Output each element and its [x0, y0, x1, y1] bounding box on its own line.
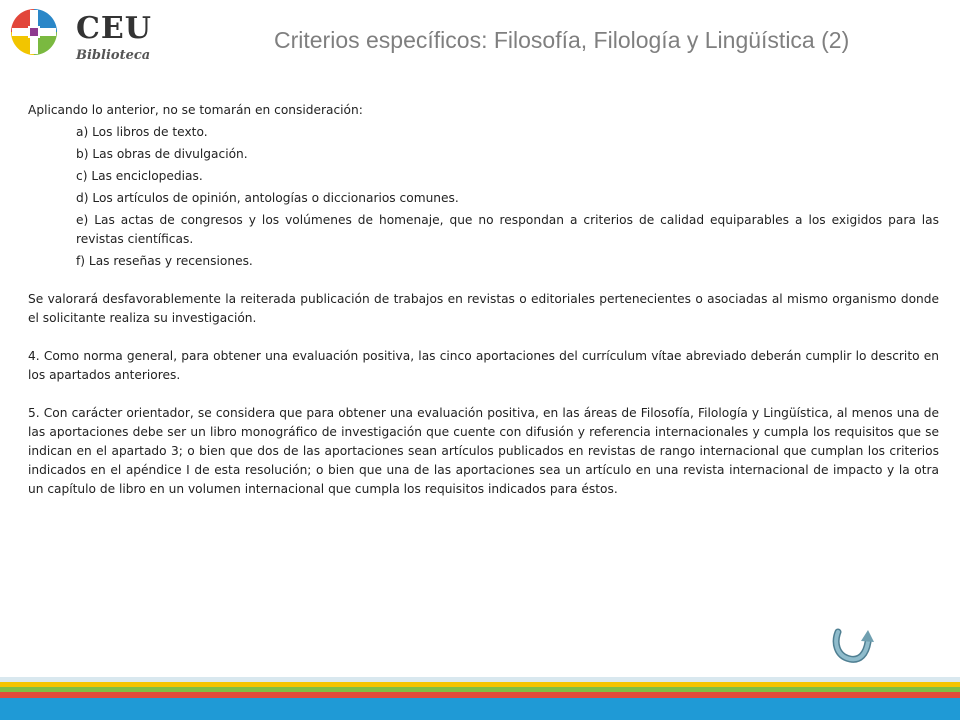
list-item-c: c) Las enciclopedias.	[76, 169, 203, 183]
ceu-biblioteca-logo	[10, 8, 170, 68]
footer-stripes	[0, 677, 960, 720]
logo-name: CEU	[76, 11, 152, 46]
slide-content	[28, 101, 939, 499]
list-item-b: b) Las obras de divulgación.	[76, 147, 248, 161]
list-item-e: e) Las actas de congresos y los volúmenes de homenaje, que no respondan a criterios de calidad equiparables a los exigidos para las revistas científicas.	[76, 213, 939, 246]
paragraph-caracter-orientador: 5. Con carácter orientador, se considera que para obtener una evaluación positiva, en las áreas de Filosofía, Filología y Lingüística, al menos una de las aportaciones debe ser un libro monográfico de investigación que cuente con difusión y referencia internacionales y cumpla los requisitos que se indican en el apartado 3; o bien que dos de las aportaciones sean artículos publicados en revistas de rango internacional que cumplan los criterios indicados en el apéndice I de esta resolución; o bien que una de las aportaciones sea un artículo en una revista internacional de impacto y la otra un capítulo de libro en un volumen internacional que cumpla los requisitos indicados para éstos.	[28, 406, 939, 496]
ceu-cross-logo-icon	[10, 8, 58, 56]
return-arrow-icon[interactable]	[832, 628, 878, 664]
list-item-f: f) Las reseñas y recensiones.	[76, 254, 253, 268]
intro-text: Aplicando lo anterior, no se tomarán en consideración:	[28, 103, 363, 117]
paragraph-self-publication: Se valorará desfavorablemente la reiterada publicación de trabajos en revistas o editoriales pertenecientes o asociadas al mismo organismo donde el solicitante realiza su investigación.	[28, 292, 939, 325]
list-item-a: a) Los libros de texto.	[76, 125, 208, 139]
slide-title: Criterios específicos: Filosofía, Filología y Lingüística (2)	[274, 27, 850, 53]
paragraph-norma-general: 4. Como norma general, para obtener una evaluación positiva, las cinco aportaciones del currículum vítae abreviado deberán cumplir lo descrito en los apartados anteriores.	[28, 349, 939, 382]
logo-subtitle: Biblioteca	[76, 48, 151, 63]
stripe-blue	[0, 698, 960, 720]
list-item-d: d) Los artículos de opinión, antologías o diccionarios comunes.	[76, 191, 459, 205]
